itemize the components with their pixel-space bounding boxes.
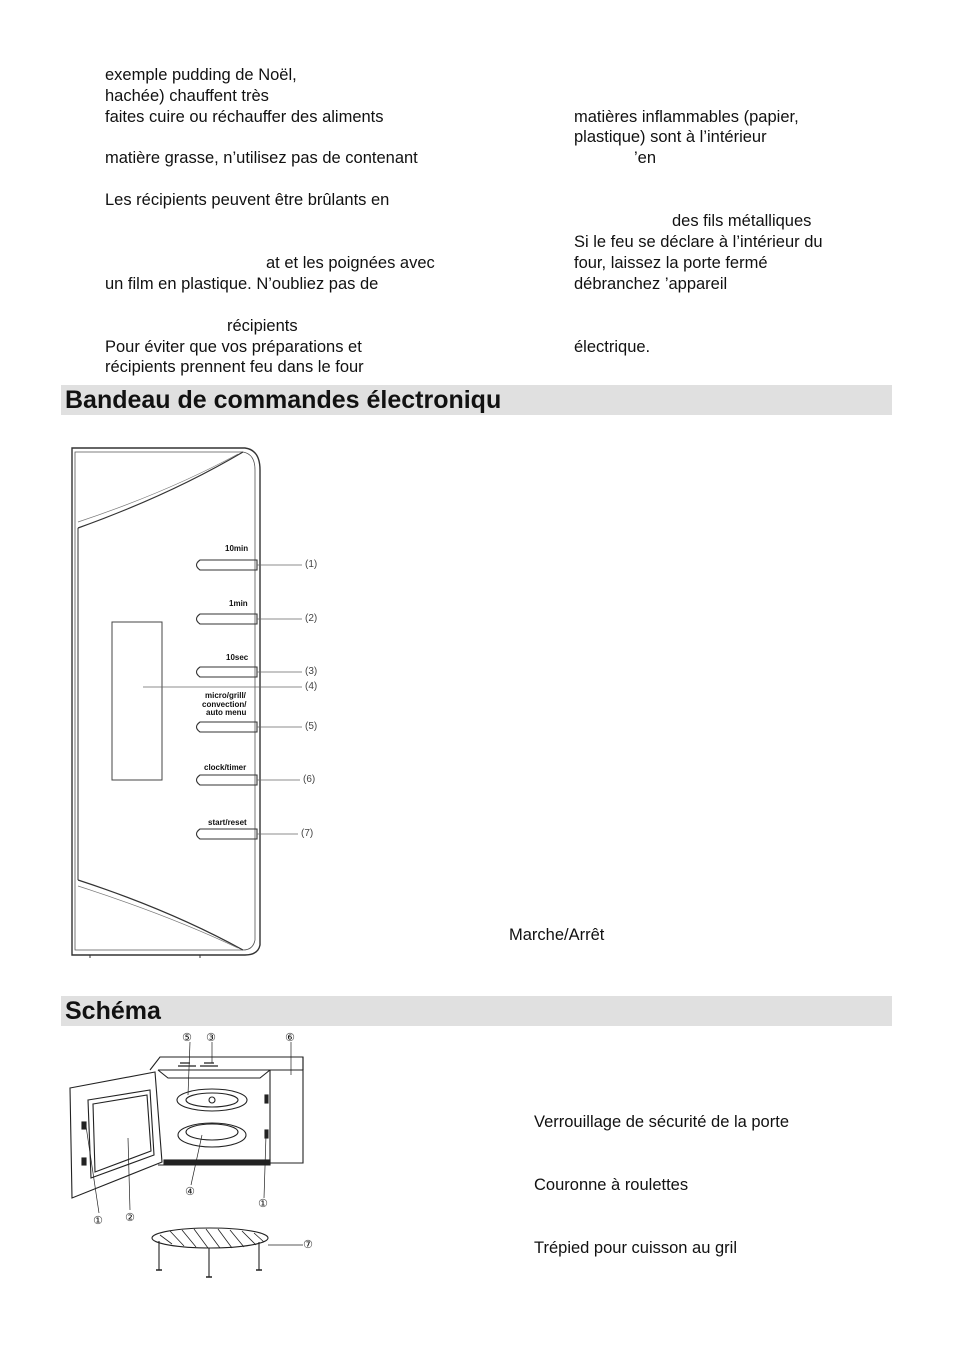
right-line-1: matières inflammables (papier, [574, 108, 799, 126]
schema-num-1-left: ① [93, 1215, 103, 1227]
section-title-schema: Schéma [65, 997, 161, 1025]
schema-num-6: ⑥ [285, 1032, 295, 1044]
left-line-4: matière grasse, n’utilisez pas de contenant [105, 149, 418, 167]
button-label-10min: 10min [225, 544, 249, 553]
left-line-3: faites cuire ou réchauffer des aliments [105, 108, 384, 126]
button-label-start-reset: start/reset [208, 818, 247, 827]
schema-num-3: ③ [206, 1032, 216, 1044]
schema-num-7: ⑦ [303, 1239, 313, 1251]
right-line-3: ’en [634, 149, 657, 167]
callout-6: (6) [303, 774, 316, 785]
left-line-2: hachée) chauffent très [105, 87, 269, 105]
section-header-schema [61, 996, 892, 1026]
callout-4: (4) [305, 681, 318, 692]
right-line-2: plastique) sont à l’intérieur [574, 128, 767, 146]
callout-3: (3) [305, 666, 318, 677]
schema-label-door-lock: Verrouillage de sécurité de la porte [534, 1113, 789, 1131]
right-line-4: des fils métalliques [672, 212, 812, 230]
schema-num-2: ② [125, 1212, 135, 1224]
callout-2: (2) [305, 613, 318, 624]
callout-5: (5) [305, 721, 318, 732]
button-label-1min: 1min [229, 599, 248, 608]
schema-num-5: ⑤ [182, 1032, 192, 1044]
left-line-9: Pour éviter que vos préparations et [105, 338, 362, 356]
right-line-7: débranchez ’appareil [574, 275, 728, 293]
left-line-1: exemple pudding de Noël, [105, 66, 297, 84]
right-line-8: électrique. [574, 338, 651, 356]
left-line-8: récipients [227, 317, 298, 335]
section-title-controls: Bandeau de commandes électroniqu [65, 386, 502, 414]
schema-num-4: ④ [185, 1186, 195, 1198]
marche-arret-label: Marche/Arrêt [509, 926, 605, 944]
left-line-7: un film en plastique. N’oubliez pas de [105, 275, 379, 293]
right-line-6: four, laissez la porte fermé [574, 254, 768, 272]
schema-label-grill-rack: Trépied pour cuisson au gril [534, 1239, 737, 1257]
button-label-10sec: 10sec [226, 653, 249, 662]
callout-7: (7) [301, 828, 314, 839]
microwave-schematic [60, 1030, 340, 1290]
button-label-clock-timer: clock/timer [204, 763, 247, 772]
callout-1: (1) [305, 559, 318, 570]
button-label-auto-menu: auto menu [206, 708, 247, 717]
right-line-5: Si le feu se déclare à l’intérieur du [574, 233, 823, 251]
button-label-micro-grill: micro/grill/ [205, 691, 246, 700]
schema-num-1-right: ① [258, 1198, 268, 1210]
left-line-6: at et les poignées avec [266, 254, 435, 272]
left-line-10: récipients prennent feu dans le four [105, 358, 364, 376]
schema-label-roller-ring: Couronne à roulettes [534, 1176, 689, 1194]
left-line-5: Les récipients peuvent être brûlants en [105, 191, 390, 209]
button-label-convection: convection/ [202, 700, 247, 709]
